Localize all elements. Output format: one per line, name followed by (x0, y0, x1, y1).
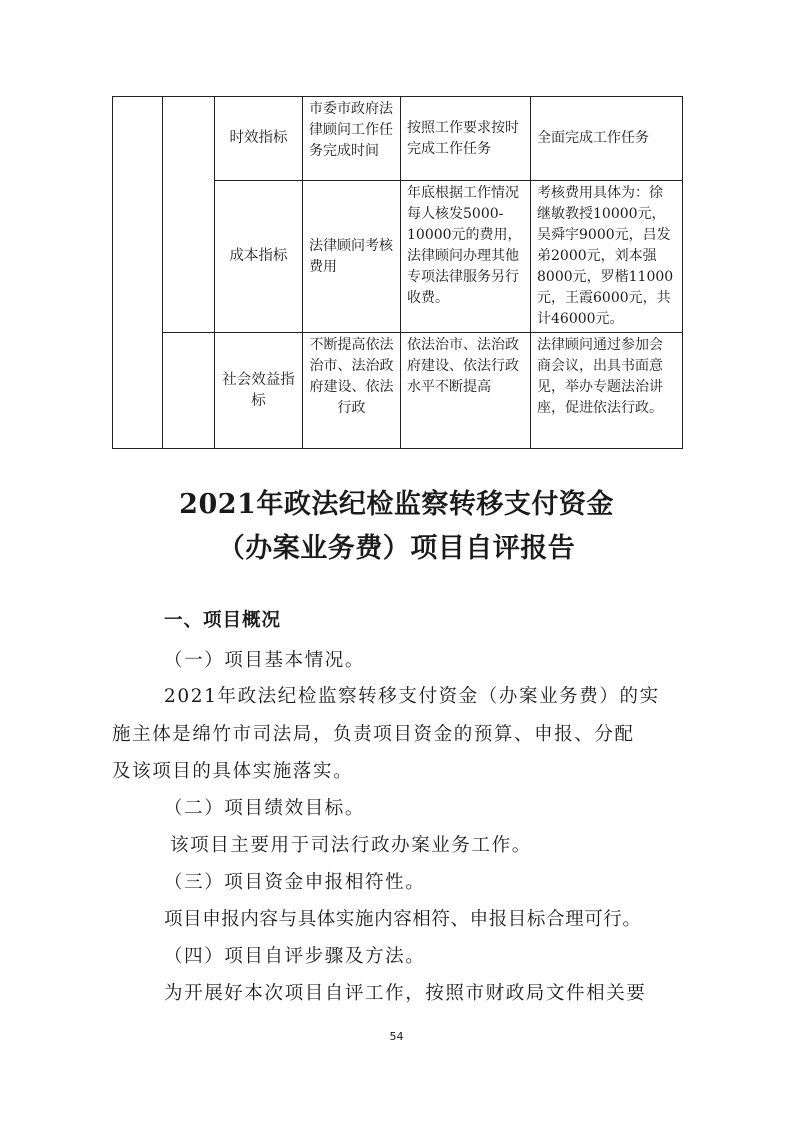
level2-cell (163, 97, 215, 333)
level2-cell (163, 333, 215, 449)
performance-table (112, 96, 682, 449)
paragraph-line: 该项目主要用于司法行政办案业务工作。 (170, 835, 532, 856)
section-heading: 一、项目概况 (164, 610, 282, 631)
paragraph-line: 项目申报内容与具体实施内容相符、申报目标合理可行。 (164, 909, 642, 930)
indicator-cell: 时效指标 (215, 97, 303, 181)
sub-indicator-cell: 市委市政府法律顾问工作任务完成时间 (303, 97, 401, 181)
indicator-cell: 社会效益指标 (215, 333, 303, 449)
indicator-table (112, 96, 683, 449)
target-cell: 全面完成工作任务 (531, 97, 683, 181)
report-title-line1: 2021年政法纪检监察转移支付资金 (179, 489, 614, 520)
paragraph-line: 及该项目的具体实施落实。 (112, 761, 354, 782)
paragraph-line: 2021年政法纪检监察转移支付资金（办案业务费）的实 (164, 686, 660, 707)
subheading-consistency: （三）项目资金申报相符性。 (164, 872, 426, 893)
report-title-line2: （办案业务费）项目自评报告 (217, 533, 576, 564)
standard-cell: 年底根据工作情况每人核发5000-10000元的费用，法律顾问办理其他专项法律服务另行收费。 (401, 181, 531, 333)
subheading-basic-info: （一）项目基本情况。 (164, 650, 366, 671)
target-cell: 考核费用具体为：徐继敏教授10000元，吴舜宇9000元，吕发弟2000元，刘本强8000元，罗楷11000元，王霞6000元，共计46000元。 (531, 181, 683, 333)
subheading-goals: （二）项目绩效目标。 (164, 798, 366, 819)
sub-indicator-cell: 不断提高依法治市、法治政府建设、依法行政 (303, 333, 401, 449)
subheading-method: （四）项目自评步骤及方法。 (164, 946, 426, 967)
level1-cell (113, 97, 163, 449)
table-row (113, 97, 683, 181)
indicator-cell: 成本指标 (215, 181, 303, 333)
paragraph-line: 为开展好本次项目自评工作，按照市财政局文件相关要 (164, 983, 647, 1004)
standard-cell: 按照工作要求按时完成工作任务 (401, 97, 531, 181)
standard-cell: 依法治市、法治政府建设、依法行政水平不断提高 (401, 333, 531, 449)
table-row (113, 333, 683, 449)
page-number: 54 (389, 1030, 404, 1043)
target-cell: 法律顾问通过参加会商会议，出具书面意见，举办专题法治讲座，促进依法行政。 (531, 333, 683, 449)
sub-indicator-cell: 法律顾问考核费用 (303, 181, 401, 333)
paragraph-line: 施主体是绵竹市司法局，负责项目资金的预算、申报、分配 (112, 724, 635, 745)
